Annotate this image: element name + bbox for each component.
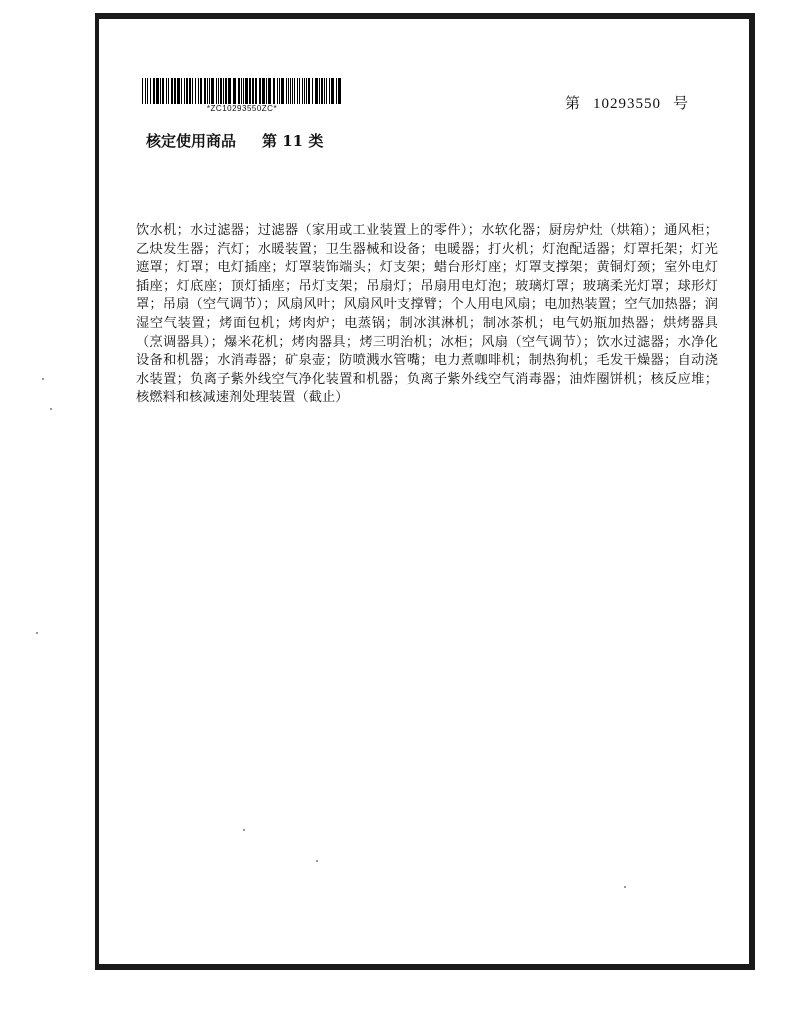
barcode-bar	[192, 78, 193, 104]
barcode-bar	[252, 78, 254, 104]
scan-speck	[42, 378, 44, 380]
barcode-bar	[184, 78, 185, 104]
barcode-bar	[281, 78, 284, 104]
barcode-bar	[273, 78, 275, 104]
barcode-bar	[153, 78, 155, 104]
scan-speck	[316, 860, 318, 862]
barcode-bar	[168, 78, 169, 104]
barcode-bar	[315, 78, 318, 104]
registration-suffix: 号	[673, 94, 690, 112]
barcode-bar	[220, 78, 222, 104]
barcode-bar	[249, 78, 251, 104]
barcode-bar	[204, 78, 206, 104]
barcode-bar	[288, 78, 289, 104]
barcode-bar	[294, 78, 295, 104]
barcode-bar	[308, 78, 310, 104]
scan-speck	[243, 829, 245, 831]
barcode-bar	[186, 78, 188, 104]
barcode-bar	[200, 78, 202, 104]
barcode-bar	[268, 78, 271, 104]
barcode-bar	[238, 78, 240, 104]
barcode	[142, 78, 342, 114]
barcode-bar	[299, 78, 300, 104]
barcode-bar	[150, 78, 151, 104]
barcode-bar	[324, 78, 325, 104]
barcode-bar	[171, 78, 173, 104]
barcode-bar	[160, 78, 161, 104]
barcode-bar	[156, 78, 159, 104]
barcode-bar	[195, 78, 196, 104]
barcode-bar	[233, 78, 236, 104]
barcode-bar	[292, 78, 293, 104]
scan-speck	[50, 408, 52, 410]
barcode-bar	[209, 78, 210, 104]
barcode-bar	[297, 78, 298, 104]
registration-prefix: 第	[565, 94, 582, 112]
barcode-bar	[319, 78, 320, 104]
barcode-bar	[243, 78, 244, 104]
barcode-bar	[321, 78, 323, 104]
goods-heading	[146, 130, 323, 151]
barcode-bar	[211, 78, 214, 104]
goods-list: 饮水机；水过滤器；过滤器（家用或工业装置上的零件）；水软化器；厨房炉灶（烘箱）；通风柜；乙炔发生器；汽灯；水暖装置；卫生器械和设备；电暖器；打火机；灯泡配适器；灯罩托架；灯光遮罩；灯罩；电灯插座；灯罩装饰端头；灯支架；蜡台形灯座；灯罩支撑架；黄铜灯颈；室外电灯插座；灯底座；顶灯插座；吊灯支架；吊扇灯；吊扇用电灯泡；玻璃灯罩；玻璃柔光灯罩；球形灯罩；吊扇（空气调节）；风扇风叶；风扇风叶支撑臂；个人用电风扇；电加热装置；空气加热器；润湿空气装置；烤面包机；烤肉炉；电蒸锅；制冰淇淋机；制冰茶机；电气奶瓶加热器；烘烤器具（烹调器具）；爆米花机；烤肉器具；烤三明治机；冰柜；风扇（空气调节）；饮水过滤器；水净化设备和机器；水消毒器；矿泉壶；防喷溅水管嘴；电力煮咖啡机；制热狗机；毛发干燥器；自动浇水装置；负离子紫外线空气净化装置和机器；负离子紫外线空气消毒器；油炸圈饼机；核反应堆；核燃料和核减速剂处理装置（截止）	[136, 223, 718, 406]
barcode-bar	[223, 78, 224, 104]
barcode-bar	[174, 78, 176, 104]
scan-speck	[36, 632, 38, 634]
barcode-bar	[162, 78, 164, 104]
barcode-bar	[147, 78, 148, 104]
barcode-bar	[218, 78, 219, 104]
registration-number	[565, 92, 689, 113]
heading-title: 核定使用商品	[146, 132, 237, 150]
barcode-image	[142, 78, 342, 104]
barcode-bar	[326, 78, 327, 104]
barcode-bar	[181, 78, 182, 104]
barcode-bar	[277, 78, 278, 104]
barcode-bar	[338, 78, 341, 104]
barcode-bar	[207, 78, 208, 104]
barcode-bar	[312, 78, 313, 104]
barcode-bar	[198, 78, 199, 104]
barcode-bar	[225, 78, 227, 104]
barcode-bar	[286, 78, 287, 104]
barcode-text: *ZC10293550ZC*	[206, 104, 278, 113]
document-border	[95, 13, 755, 970]
barcode-bar	[142, 78, 143, 104]
barcode-bar	[306, 78, 307, 104]
barcode-bar	[228, 78, 231, 104]
barcode-bar	[304, 78, 305, 104]
barcode-bar	[336, 78, 337, 104]
barcode-bar	[216, 78, 217, 104]
barcode-bar	[255, 78, 257, 104]
barcode-bar	[145, 78, 146, 104]
barcode-bar	[241, 78, 242, 104]
barcode-bar	[329, 78, 330, 104]
barcode-bar	[189, 78, 191, 104]
barcode-bar	[266, 78, 267, 104]
barcode-bar	[245, 78, 248, 104]
barcode-bar	[290, 78, 291, 104]
barcode-bar	[279, 78, 280, 104]
barcode-bar	[166, 78, 167, 104]
barcode-bar	[331, 78, 334, 104]
barcode-bar	[262, 78, 265, 104]
barcode-bar	[259, 78, 261, 104]
heading-class: 第 11 类	[262, 132, 324, 150]
barcode-bar	[177, 78, 180, 104]
barcode-bar	[302, 78, 303, 104]
registration-number-value: 10293550	[593, 96, 662, 112]
scan-speck	[624, 886, 626, 888]
